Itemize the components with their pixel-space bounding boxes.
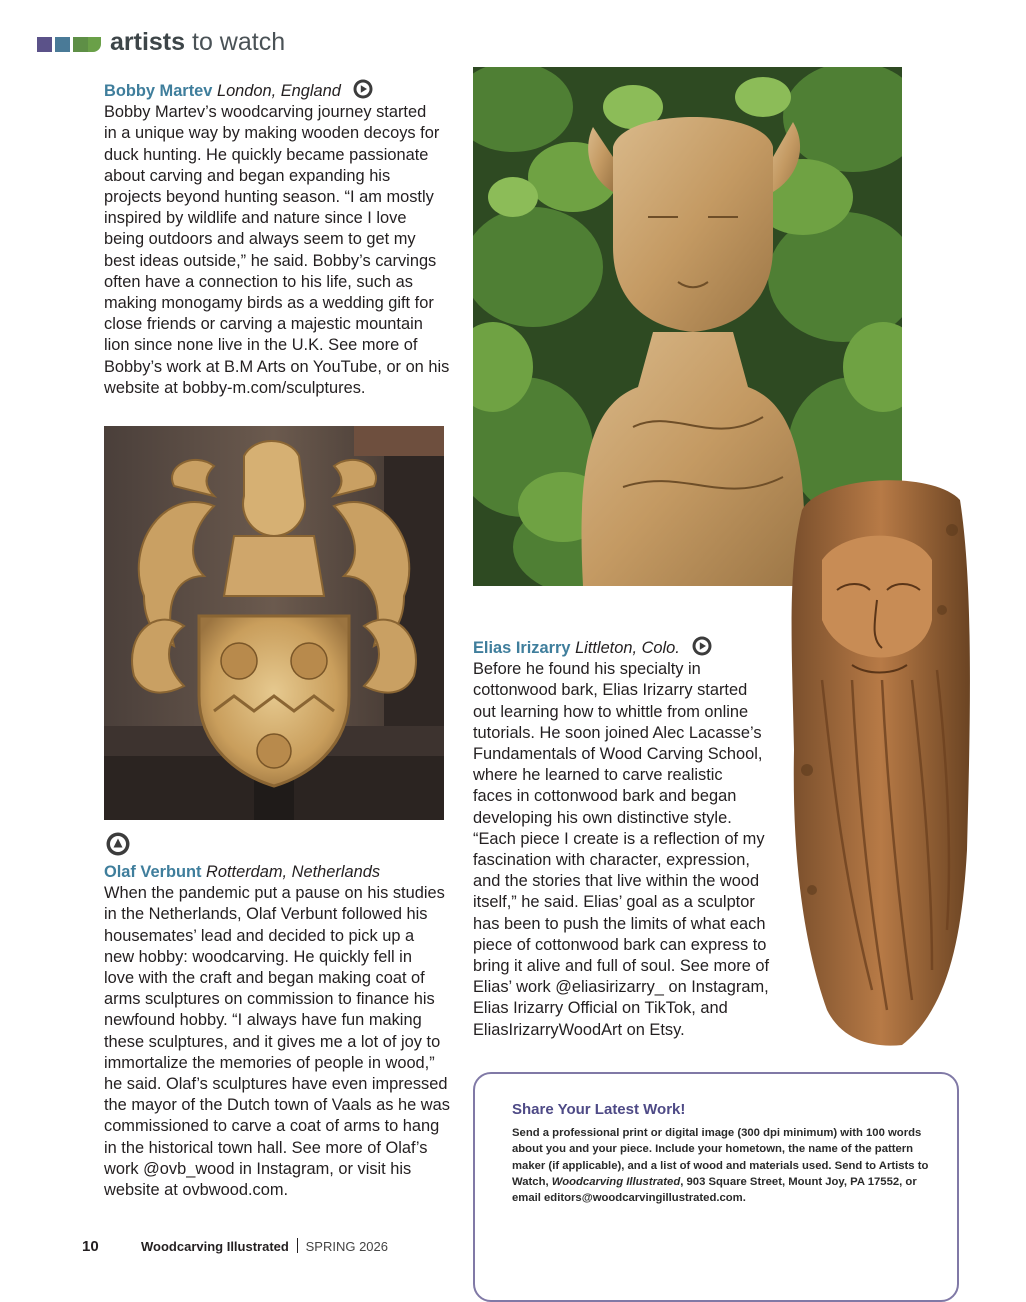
section-title-bold: artists bbox=[110, 28, 186, 56]
elias-line: EliasIrizarryWoodArt on Etsy. bbox=[473, 1020, 685, 1039]
bobby-line: best ideas outside,” he said. Bobby’s carvings bbox=[104, 251, 437, 270]
footer-issue: SPRING 2026 bbox=[305, 1239, 388, 1254]
share-body bbox=[512, 1125, 932, 1206]
bobby-line: Bobby Martev’s woodcarving journey started bbox=[104, 103, 427, 122]
olaf-line: in the Netherlands, Olaf Verbunt followed his bbox=[104, 905, 428, 924]
bobby-name: Bobby Martev bbox=[104, 82, 213, 100]
olaf-line: love with the craft and began making coat of bbox=[104, 969, 425, 988]
bobby-location: London, England bbox=[216, 82, 341, 100]
bobby-line: projects beyond hunting season. “I am mostly bbox=[104, 188, 434, 207]
page-number: 10 bbox=[82, 1238, 99, 1255]
olaf-line: the mayor of the Dutch town of Vaals as he was bbox=[104, 1096, 450, 1115]
olaf-byline bbox=[104, 862, 454, 883]
elias-line: Before he found his specialty in bbox=[473, 660, 701, 679]
section-title-light: to watch bbox=[192, 28, 286, 56]
share-title: Share Your Latest Work! bbox=[512, 1101, 686, 1118]
footer-magazine: Woodcarving Illustrated bbox=[141, 1239, 289, 1254]
elias-line: fascination with character, expression, bbox=[473, 851, 750, 870]
section-title bbox=[110, 28, 285, 57]
elias-name: Elias Irizarry bbox=[473, 639, 571, 657]
elias-line: and the stories that live within the wood bbox=[473, 872, 760, 891]
elias-line: tutorials. He soon joined Alec Lacasse’s bbox=[473, 723, 762, 742]
olaf-line: he said. Olaf’s sculptures have even impressed bbox=[104, 1075, 448, 1094]
header-leaf-green bbox=[88, 37, 101, 52]
share-magazine-name: Woodcarving Illustrated bbox=[551, 1175, 681, 1188]
olaf-line: immortalize the memories of people in wood,” bbox=[104, 1053, 435, 1072]
elias-line: faces in cottonwood bark and began bbox=[473, 787, 737, 806]
play-circle-icon bbox=[692, 636, 712, 656]
share-body-text: Send a professional print or digital image (300 dpi minimum) with 100 words about you and your piece. Include your hometown, the name of the pattern maker (if applicable), and a list of wood and materials used. Send to Artists to Watch, bbox=[512, 1127, 929, 1188]
bark-face-carving-photo bbox=[782, 470, 972, 1050]
elias-line: cottonwood bark, Elias Irizarry started bbox=[473, 681, 748, 700]
footer-divider bbox=[297, 1238, 298, 1253]
olaf-line: arms sculptures on commission to finance his bbox=[104, 990, 435, 1009]
olaf-line: new hobby: woodcarving. He quickly fell in bbox=[104, 947, 412, 966]
play-circle-icon bbox=[353, 79, 373, 99]
elias-line: itself,” he said. Elias’ goal as a sculptor bbox=[473, 893, 755, 912]
footer-credit bbox=[141, 1238, 388, 1254]
elias-line: bring it alive and full of soul. See more of bbox=[473, 957, 770, 976]
up-arrow-circle-icon bbox=[106, 832, 130, 856]
olaf-line: these sculptures, and it gives me a lot of joy to bbox=[104, 1032, 441, 1051]
elias-line: Elias Irizarry Official on TikTok, and bbox=[473, 999, 728, 1018]
header-square-purple bbox=[37, 37, 52, 52]
bobby-line: often have a connection to his life, such as bbox=[104, 272, 413, 291]
bobby-byline bbox=[104, 79, 454, 102]
bobby-line: about carving and began expanding his bbox=[104, 166, 391, 185]
bobby-line: Bobby’s work at B.M Arts on YouTube, or on his bbox=[104, 357, 450, 376]
bobby-line: lion since none live in the U.K. See more of bbox=[104, 336, 418, 355]
bobby-line: close friends or carving a majestic mountain bbox=[104, 315, 423, 334]
bobby-article bbox=[104, 79, 454, 399]
olaf-line: work @ovb_wood in Instagram, or visit his bbox=[104, 1159, 412, 1178]
header-square-blue bbox=[55, 37, 70, 52]
olaf-line: When the pandemic put a pause on his studies bbox=[104, 884, 445, 903]
elias-line: Fundamentals of Wood Carving School, bbox=[473, 745, 763, 764]
bobby-line: inspired by wildlife and nature since I love bbox=[104, 209, 407, 228]
elias-line: out learning how to whittle from online bbox=[473, 702, 749, 721]
elias-byline bbox=[473, 636, 773, 659]
bobby-line: duck hunting. He quickly became passionate bbox=[104, 145, 429, 164]
olaf-line: website at ovbwood.com. bbox=[104, 1181, 289, 1200]
elias-line: piece of cottonwood bark can express to bbox=[473, 935, 767, 954]
header-square-green bbox=[73, 37, 88, 52]
coat-of-arms-photo bbox=[104, 426, 444, 820]
elias-line: has been to push the limits of what each bbox=[473, 914, 766, 933]
bobby-line: in a unique way by making wooden decoys for bbox=[104, 124, 440, 143]
olaf-line: in the historical town hall. See more of Olaf’s bbox=[104, 1138, 428, 1157]
bobby-line: being outdoors and always seem to get my bbox=[104, 230, 416, 249]
olaf-line: housemates’ lead and decided to pick up a bbox=[104, 926, 415, 945]
elias-article bbox=[473, 636, 773, 1041]
share-body-text-end: , 903 Square Street, Mount Joy, PA 17552, or email editors@woodcarvingillustrated.com. bbox=[512, 1175, 917, 1205]
elias-location: Littleton, Colo. bbox=[575, 639, 680, 657]
olaf-article bbox=[104, 862, 454, 1201]
elias-line: “Each piece I create is a reflection of my bbox=[473, 829, 765, 848]
olaf-line: commissioned to carve a coat of arms to hang bbox=[104, 1117, 440, 1136]
elias-line: developing his own distinctive style. bbox=[473, 808, 732, 827]
bobby-line: website at bobby-m.com/sculptures. bbox=[104, 378, 366, 397]
elias-line: where he learned to carve realistic bbox=[473, 766, 723, 785]
bobby-line: making monogamy birds as a wedding gift for bbox=[104, 294, 434, 313]
olaf-location: Rotterdam, Netherlands bbox=[206, 863, 381, 881]
elias-line: Elias’ work @eliasirizarry_ on Instagram, bbox=[473, 978, 769, 997]
olaf-line: newfound hobby. “I always have fun making bbox=[104, 1011, 422, 1030]
olaf-name: Olaf Verbunt bbox=[104, 863, 202, 881]
